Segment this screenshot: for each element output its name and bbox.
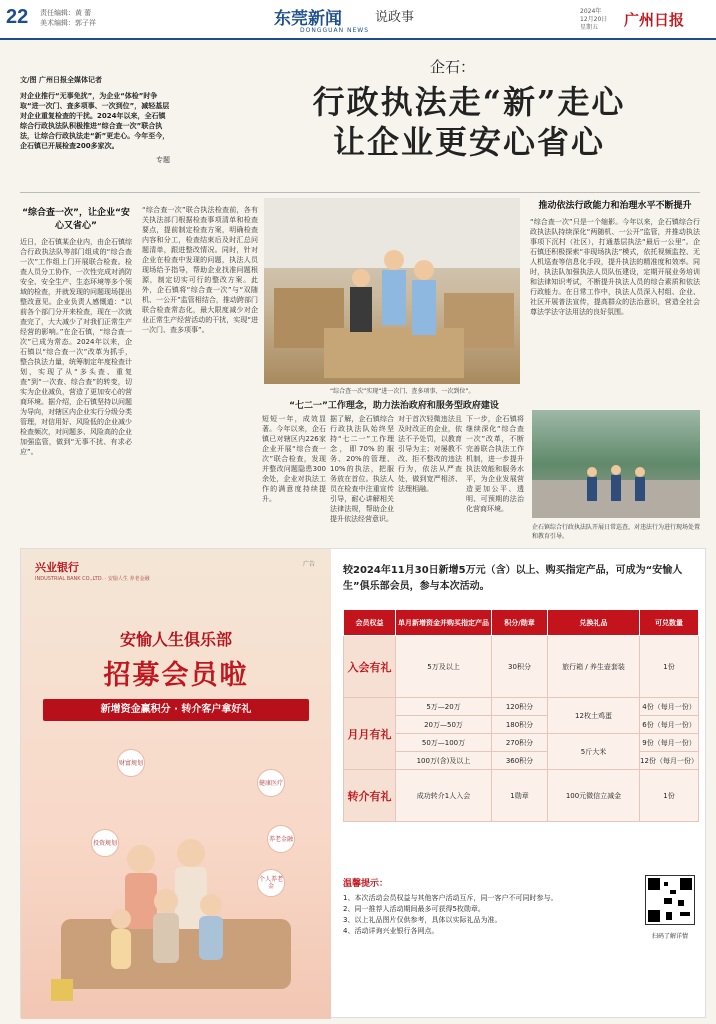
section-title: 东莞新闻 bbox=[274, 9, 342, 29]
date-weekday: 星期五 bbox=[580, 24, 599, 31]
recruit-title: 招募会员啦 bbox=[103, 660, 249, 691]
qr-caption: 扫码了解详情 bbox=[651, 933, 688, 940]
patrol-photo-illustration bbox=[532, 410, 700, 518]
qr-pattern bbox=[646, 876, 694, 924]
ad-right-panel bbox=[343, 549, 705, 1019]
header-gift: 兑换礼品 bbox=[548, 610, 640, 636]
cell-quantity: 1份 bbox=[640, 636, 699, 698]
section-english: DONGGUAN NEWS bbox=[300, 27, 370, 34]
article-column-4: 据了解，企石镇综合行政执法队始终坚持“七二一”工作理念，即70%的服务、20%的管理、10%的执法，把服务放在首位。执法人员在检查中注重宣传引导，耐心讲解相关法律法规，帮助企业提升依法经营意识。 bbox=[330, 415, 394, 523]
patrol-photo-caption: 企石镇综合行政执法队开展日常巡查，对违法行为进行现场处置和教育引导。 bbox=[532, 524, 701, 540]
column-1-body: 近日，企石镇某企业内，由企石镇综合行政执法队等部门组成的“综合查一次”工作组上门开展联合检查。检查人员分工协作，一次性完成对消防安全、安全生产、生态环境等多个领域的检查，并就发现的问题现场提出整改意见。企业负责人感慨道：“以前各个部门分开来检查，现在一次就查完了，大大减少了对我们正常生产经营的影响。”在企石镇，“综合查一次”已成为常态。2024年以来，企石镇以“综合查一次”改革为抓手，整合执法力量，统筹制定年度检查计划，实现了从“多头查、重复查”到“一次查、综合查”的转变，切实为企业减负，营造了更加安心的营商环境。据介绍，企石镇坚持以问题为导向，对辖区内企业实行分级分类管理，对信用好、风险低的企业减少检查频次，对问题多、风险高的企业加强监管，做到“无事不扰、有求必应”。 bbox=[20, 238, 132, 456]
cell-points: 1勋章 bbox=[492, 770, 548, 822]
cell-gift: 旅行箱 / 养生壶套装 bbox=[548, 636, 640, 698]
inspection-photo bbox=[264, 198, 520, 384]
bubble-pension: 养老金融 bbox=[267, 825, 295, 853]
cell-gift: 5斤大米 bbox=[548, 734, 640, 770]
bubble-investment: 投资规划 bbox=[91, 829, 119, 857]
designer-line: 美术编辑：郭子祥 bbox=[40, 19, 96, 27]
benefit-join: 入会有礼 bbox=[344, 636, 396, 698]
right-column-body: “综合查一次”只是一个缩影。今年以来，企石镇综合行政执法队持续深化“两随机、一公开”监管，并推动执法事项下沉村（社区），打通基层执法“最后一公里”。企石镇还积极探索“非现场执法”模式，依托视频监控、无人机巡查等信息化手段，提升执法的精准度和效率。同时，执法队加强执法人员队伍建设，定期开展业务培训和法律知识考试，不断提升执法人员的综合素质和依法行政能力。在日常工作中，执法人员深入村组、企业、社区开展普法宣传，提高群众的法治意识，营造全社会尊法学法守法用法的良好氛围。 bbox=[530, 218, 700, 316]
header-points: 积分/勋章 bbox=[492, 610, 548, 636]
promo-text: 较2024年11月30日新增5万元（含）以上、购买指定产品，可成为“安愉人生”俱乐部会员，参与本次活动。 bbox=[343, 565, 683, 592]
column-2-body: “综合查一次”联合执法检查前，各有关执法部门根据检查事项清单和检查要点，提前制定检查方案，明确检查内容和分工，检查结束后及时汇总问题清单，跟进整改情况。同时，针对企业在检查中发现的问题，执法人员现场给予指导，帮助企业找准问题根源，制定切实可行的整改方案。此外，企石镇将“综合查一次”与“双随机、一公开”监管相结合，推动跨部门联合检查常态化，最大限度减少对企业正常生产经营活动的干扰，实现“进一次门、查多项事”。 bbox=[142, 206, 258, 334]
cell-quantity: 6份（每月一份） bbox=[640, 716, 699, 734]
cell-condition: 20万—50万 bbox=[396, 716, 492, 734]
editor-line: 责任编辑：黄 蕾 bbox=[40, 9, 92, 17]
page-number: 22 bbox=[6, 6, 29, 28]
issue-date bbox=[580, 8, 607, 32]
tip-item: 4、活动详询兴业银行各网点。 bbox=[343, 927, 439, 935]
header-quantity: 可兑数量 bbox=[640, 610, 699, 636]
cell-condition: 成功转介1人入会 bbox=[396, 770, 492, 822]
cell-condition: 100万(含)及以上 bbox=[396, 752, 492, 770]
cell-quantity: 4份（每月一份） bbox=[640, 698, 699, 716]
cell-points: 120积分 bbox=[492, 698, 548, 716]
article-column-5: 对于首次轻微违法且及时改正的企业，依法不予处罚，以教育引导为主；对屡教不改、拒不整改的违法行为，依法从严查处，做到宽严相济、法理相融。 bbox=[398, 415, 462, 493]
cell-condition: 5万—20万 bbox=[396, 698, 492, 716]
bank-logo bbox=[35, 559, 150, 582]
cell-quantity: 1份 bbox=[640, 770, 699, 822]
bank-advertisement bbox=[20, 548, 706, 1018]
qr-code[interactable] bbox=[645, 875, 695, 925]
ad-tag: 广告 bbox=[303, 561, 316, 568]
column-1-subtitle: “综合查一次”，让企业“安心又省心” bbox=[22, 208, 130, 231]
byline: 文/图 广州日报全媒体记者 bbox=[20, 76, 102, 84]
bubble-health: 健康医疗 bbox=[257, 769, 285, 797]
bubble-personal-pension: 个人养老金 bbox=[257, 869, 285, 897]
headline bbox=[234, 82, 704, 162]
cell-quantity: 9份（每月一份） bbox=[640, 734, 699, 752]
editor-credits bbox=[40, 8, 96, 28]
tip-item: 1、本次活动会员权益与其他客户活动互斥，同一客户不可同时参与。 bbox=[343, 894, 558, 902]
right-column-subtitle: 推动依法行政能力和治理水平不断提升 bbox=[538, 201, 692, 211]
patrol-photo bbox=[532, 410, 700, 518]
cell-points: 270积分 bbox=[492, 734, 548, 752]
article-column-right bbox=[530, 198, 700, 403]
cell-condition: 50万—100万 bbox=[396, 734, 492, 752]
newspaper-logo: 广州日报 bbox=[624, 11, 685, 29]
cell-gift: 12枚土鸡蛋 bbox=[548, 698, 640, 734]
section-subtitle: 说政事 bbox=[375, 10, 415, 25]
ad-left-panel bbox=[21, 549, 331, 1019]
family-illustration bbox=[21, 809, 331, 1019]
benefit-table bbox=[343, 609, 699, 822]
tips-title: 温馨提示： bbox=[343, 879, 389, 889]
tip-item: 3、以上礼品图片仅供参考，具体以实际礼品为准。 bbox=[343, 916, 502, 924]
article-column-1 bbox=[20, 205, 132, 535]
headline-line-1: 行政执法走“新”走心 bbox=[312, 83, 626, 121]
lead-paragraph bbox=[20, 75, 170, 165]
lead-text: 对企业推行“无事免扰”，为企业“体检”时争取“进一次门、查多项事、一次到位”，减轻基层对企业重复检查的干扰。2024年以来，全石镇综合行政执法队积极推进“综合查一次”联合执法，让综合行政执法走“新”更走心。今年至今，企石镇已开展检查200多家次。 bbox=[20, 92, 170, 150]
kicker: 企石： bbox=[430, 58, 476, 76]
bank-name: 兴业银行 bbox=[35, 561, 79, 574]
ad-banner: 新增资金赢积分 · 转介客户拿好礼 bbox=[43, 699, 309, 721]
cell-quantity: 12份（每月一份） bbox=[640, 752, 699, 770]
article-column-6: 下一步，企石镇将继续深化“综合查一次”改革，不断完善联合执法工作机制，进一步提升执法效能和服务水平，为企业发展营造更加公平、透明、可预期的法治化营商环境。 bbox=[466, 415, 524, 513]
benefit-referral: 转介有礼 bbox=[344, 770, 396, 822]
divider bbox=[20, 192, 700, 193]
tip-item: 2、同一推荐人活动期间最多可获得5枚勋章。 bbox=[343, 905, 485, 913]
club-name: 安愉人生俱乐部 bbox=[119, 630, 232, 649]
bubble-wealth: 财富规划 bbox=[117, 749, 145, 777]
date-day: 12月20日 bbox=[580, 16, 608, 23]
benefit-monthly: 月月有礼 bbox=[344, 698, 396, 770]
date-year: 2024年 bbox=[580, 8, 602, 15]
cell-points: 30积分 bbox=[492, 636, 548, 698]
bank-subtitle: INDUSTRIAL BANK CO.,LTD. · 安愉人生 养老金融 bbox=[35, 576, 150, 582]
mid-subtitle: “七二一”工作理念，助力法治政府和服务型政府建设 bbox=[289, 401, 499, 411]
cell-points: 360积分 bbox=[492, 752, 548, 770]
article-column-2 bbox=[142, 205, 258, 535]
header-benefit: 会员权益 bbox=[344, 610, 396, 636]
cell-gift: 100元微信立减金 bbox=[548, 770, 640, 822]
cell-points: 180积分 bbox=[492, 716, 548, 734]
headline-line-2: 让企业更安心省心 bbox=[332, 123, 605, 161]
inspection-photo-caption: “综合查一次”实现“进一次门、查多项事、一次到位”。 bbox=[330, 388, 475, 395]
header-condition: 单月新增资金并购买指定产品 bbox=[396, 610, 492, 636]
inspection-photo-illustration bbox=[264, 198, 520, 384]
article-column-3: 短短一年，成效显著。今年以来，企石镇已对辖区内226家企业开展“综合查一次”联合检查，发现并整改问题隐患300余处，企业对执法工作的满意度持续提升。 bbox=[262, 415, 326, 503]
lead-editor: 专题 bbox=[156, 156, 170, 164]
tips-block bbox=[343, 879, 633, 937]
cell-condition: 5万及以上 bbox=[396, 636, 492, 698]
page-header bbox=[0, 0, 716, 40]
